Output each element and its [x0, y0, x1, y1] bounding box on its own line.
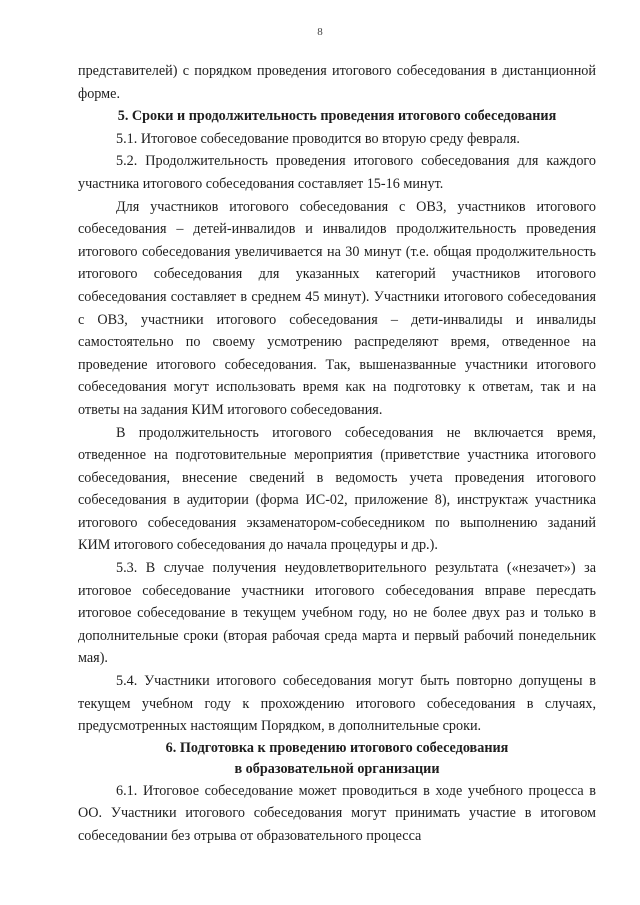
paragraph-6-1: 6.1. Итоговое собеседование может проводиться в ходе учебного процесса в ОО. Участники итогового собеседования могут принимать участие в итоговом собеседовании без отрыва от образовательного процесса [78, 782, 596, 844]
document-body [78, 60, 596, 848]
paragraph-5-4: 5.4. Участники итогового собеседования могут быть повторно допущены в текущем учебном году к прохождению итогового собеседования в случаях, предусмотренных настоящим Порядком, в дополнительные сроки. [78, 673, 596, 735]
paragraph-5-2: 5.2. Продолжительность проведения итогового собеседования для каждого участника итогового собеседования составляет 15-16 минут. [78, 153, 596, 192]
paragraph-5-1: 5.1. Итоговое собеседование проводится во вторую среду февраля. [116, 130, 520, 147]
paragraph-excluded-time: В продолжительность итогового собеседования не включается время, отведенное на подготовительные мероприятия (приветствие участника итогового собеседования, внесение сведений в ведомость учета проведения итогового собеседования в аудитории (форма ИС-02, приложение 8), инструктаж участника итогового собеседования экзаменатором-собеседником по выполнению заданий КИМ итогового собеседования до начала процедуры и др.). [78, 424, 596, 554]
section-5-heading: 5. Сроки и продолжительность проведения итогового собеседования [117, 108, 557, 125]
paragraph-ovz-duration: Для участников итогового собеседования с ОВЗ, участников итогового собеседования – детей-инвалидов и инвалидов продолжительность проведения итогового собеседования увеличивается на 30 минут (т.е. общая продолжительность итогового собеседования для указанных категорий участников итогового собеседования составляет в среднем 45 минут). Участники итогового собеседования с ОВЗ, участники итогового собеседования – дети-инвалиды и инвалиды самостоятельно по своему усмотрению распределяют время, отведенное на проведение итогового собеседования. Так, вышеназванные участники итогового собеседования могут использовать время как на подготовку к ответам, так и на ответы на задания КИМ итогового собеседования. [78, 198, 596, 418]
continuation-paragraph: представителей) с порядком проведения итогового собеседования в дистанционной форме. [78, 63, 596, 102]
section-6-heading-line-1: 6. Подготовка к проведению итогового собеседования [165, 739, 509, 756]
section-6-heading [78, 738, 596, 780]
paragraph-5-3: 5.3. В случае получения неудовлетворительного результата («незачет») за итоговое собеседование участники итогового собеседования вправе пересдать итоговое собеседование в текущем учебном году, но не более двух раз и только в дополнительные сроки (вторая рабочая среда марта и первый рабочий понедельник мая). [78, 560, 596, 667]
section-6-heading-line-2: в образовательной организации [234, 760, 440, 777]
page-number: 8 [317, 26, 323, 38]
